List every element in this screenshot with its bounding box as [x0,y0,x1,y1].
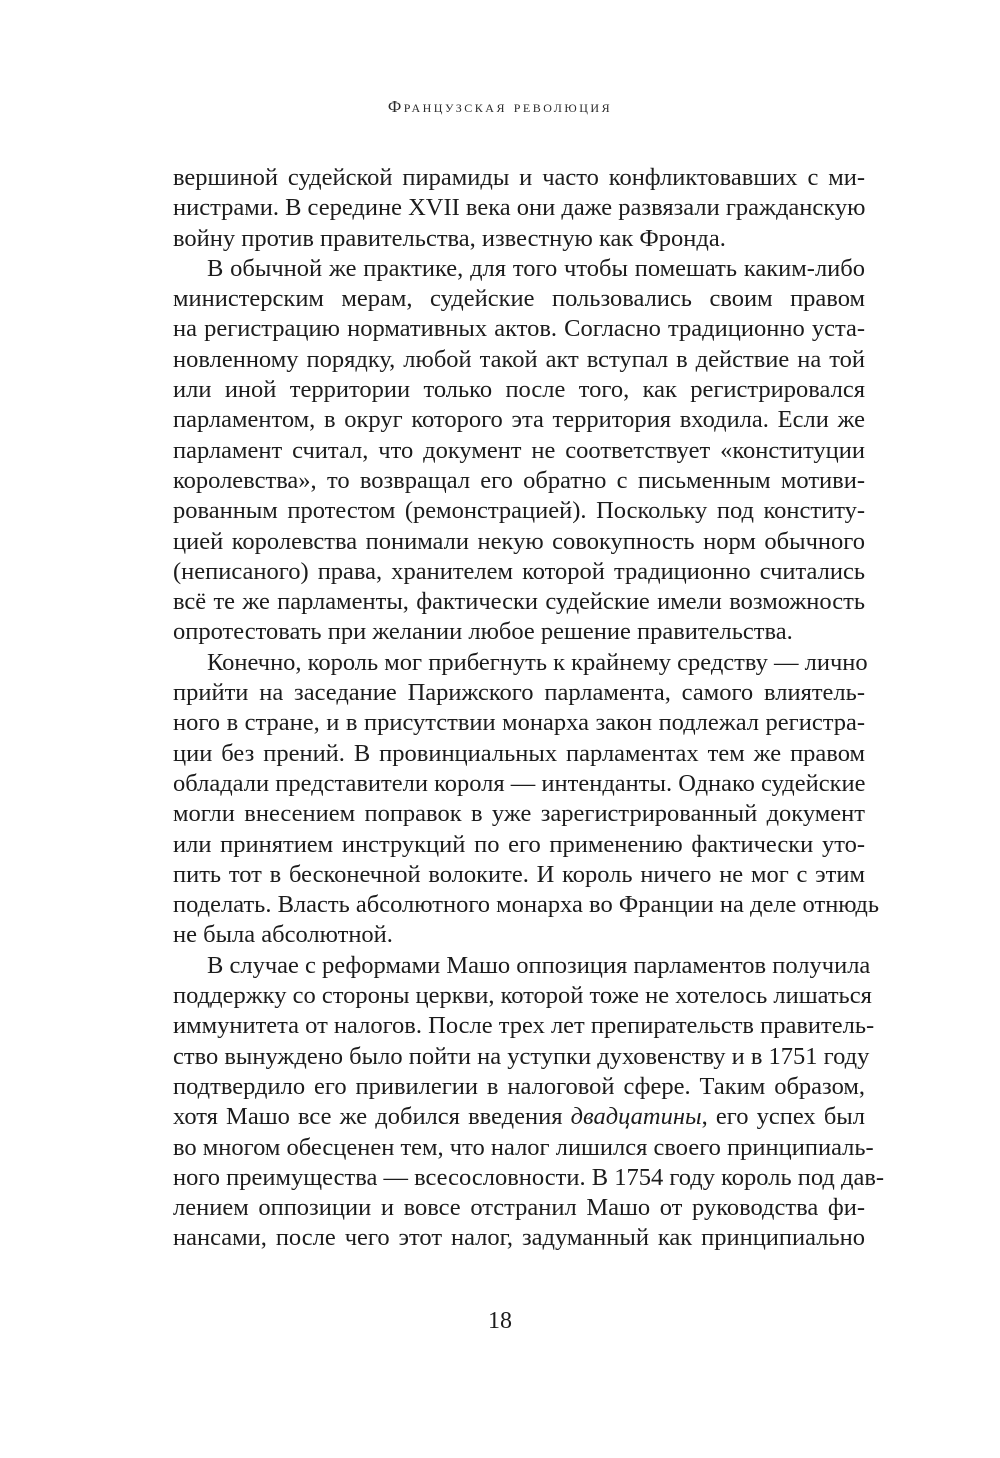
text-line: войну против правительства, известную как Фронда. [173,224,726,252]
body-text [173,163,885,1254]
text-line: нансами, после чего этот налог, задуманный как принципиально [173,1224,865,1252]
text-line: поделать. Власть абсолютного монарха во Франции на деле отнюдь [173,891,880,919]
text-line: министерским мерам, судейские пользовались своим правом [173,285,865,313]
text-line: ции без прений. В провинциальных парламентах тем же правом [173,739,865,767]
text-line: лением оппозиции и вовсе отстранил Машо от руководства фи- [173,1194,865,1222]
text-line: опротестовать при желании любое решение правительства. [173,618,793,646]
text-line: ство вынуждено было пойти на уступки духовенству и в 1751 году [173,1042,870,1070]
text-line: не была абсолютной. [173,921,393,949]
text-line: обладали представители короля — интенданты. Однако судейские [173,769,866,797]
text-line: во многом обесценен тем, что налог лишился своего принципиаль- [173,1133,874,1161]
text-line: парламентом, в округ которого эта территория входила. Если же [173,406,865,434]
text-line: или принятием инструкций по его применению фактически уто- [173,830,865,858]
text-line: могли внесением поправок в уже зарегистрированный документ [173,800,865,828]
text-line: новленному порядку, любой такой акт вступал в действие на той [173,345,865,373]
text-line: рованным протестом (ремонстрацией). Поскольку под конститу- [173,497,865,525]
text-line: или иной территории только после того, как регистрировался [173,376,865,404]
page-number: 18 [488,1308,512,1334]
running-head: Французская революция [387,97,613,116]
text-line: парламент считал, что документ не соответствует «конституции [173,436,865,464]
text-line: на регистрацию нормативных актов. Согласно традиционно уста- [173,315,865,343]
text-line: вершиной судейской пирамиды и часто конфликтовавших с ми- [173,164,865,191]
text-line-with-emphasis [173,1102,865,1132]
text-line: подтвердило его привилегии в налоговой сфере. Таким образом, [173,1072,865,1100]
text-line: пить тот в бесконечной волоките. И король ничего не мог с этим [173,860,865,888]
text-line: ного в стране, и в присутствии монарха закон подлежал регистра- [173,709,865,737]
text-line: королевства», то возвращал его обратно с письменным мотиви- [173,466,865,494]
text-line: нистрами. В середине XVII века они даже развязали гражданскую [173,194,866,222]
text-line: прийти на заседание Парижского парламента, самого влиятель- [173,679,865,707]
text-line: всё те же парламенты, фактически судейские имели возможность [173,588,865,616]
text-line: В случае с реформами Машо оппозиция парламентов получила [207,951,871,979]
text-line: ного преимущества — всесословности. В 1754 году король под дав- [173,1163,885,1191]
text-fragment: , его успех был [701,1103,865,1131]
emphasized-term: двадцатины [570,1103,702,1131]
text-line: Конечно, король мог прибегнуть к крайнему средству — лично [207,648,868,676]
text-line: цией королевства понимали некую совокупность норм обычного [173,527,865,555]
text-line: В обычной же практике, для того чтобы помешать каким-либо [207,254,865,282]
text-fragment: хотя Машо все же добился введения [173,1103,571,1131]
text-line: поддержку со стороны церкви, которой тоже не хотелось лишаться [173,982,872,1010]
text-line: (неписаного) права, хранителем которой традиционно считались [173,557,865,585]
text-line: иммунитета от налогов. После трех лет препирательств правитель- [173,1012,875,1040]
